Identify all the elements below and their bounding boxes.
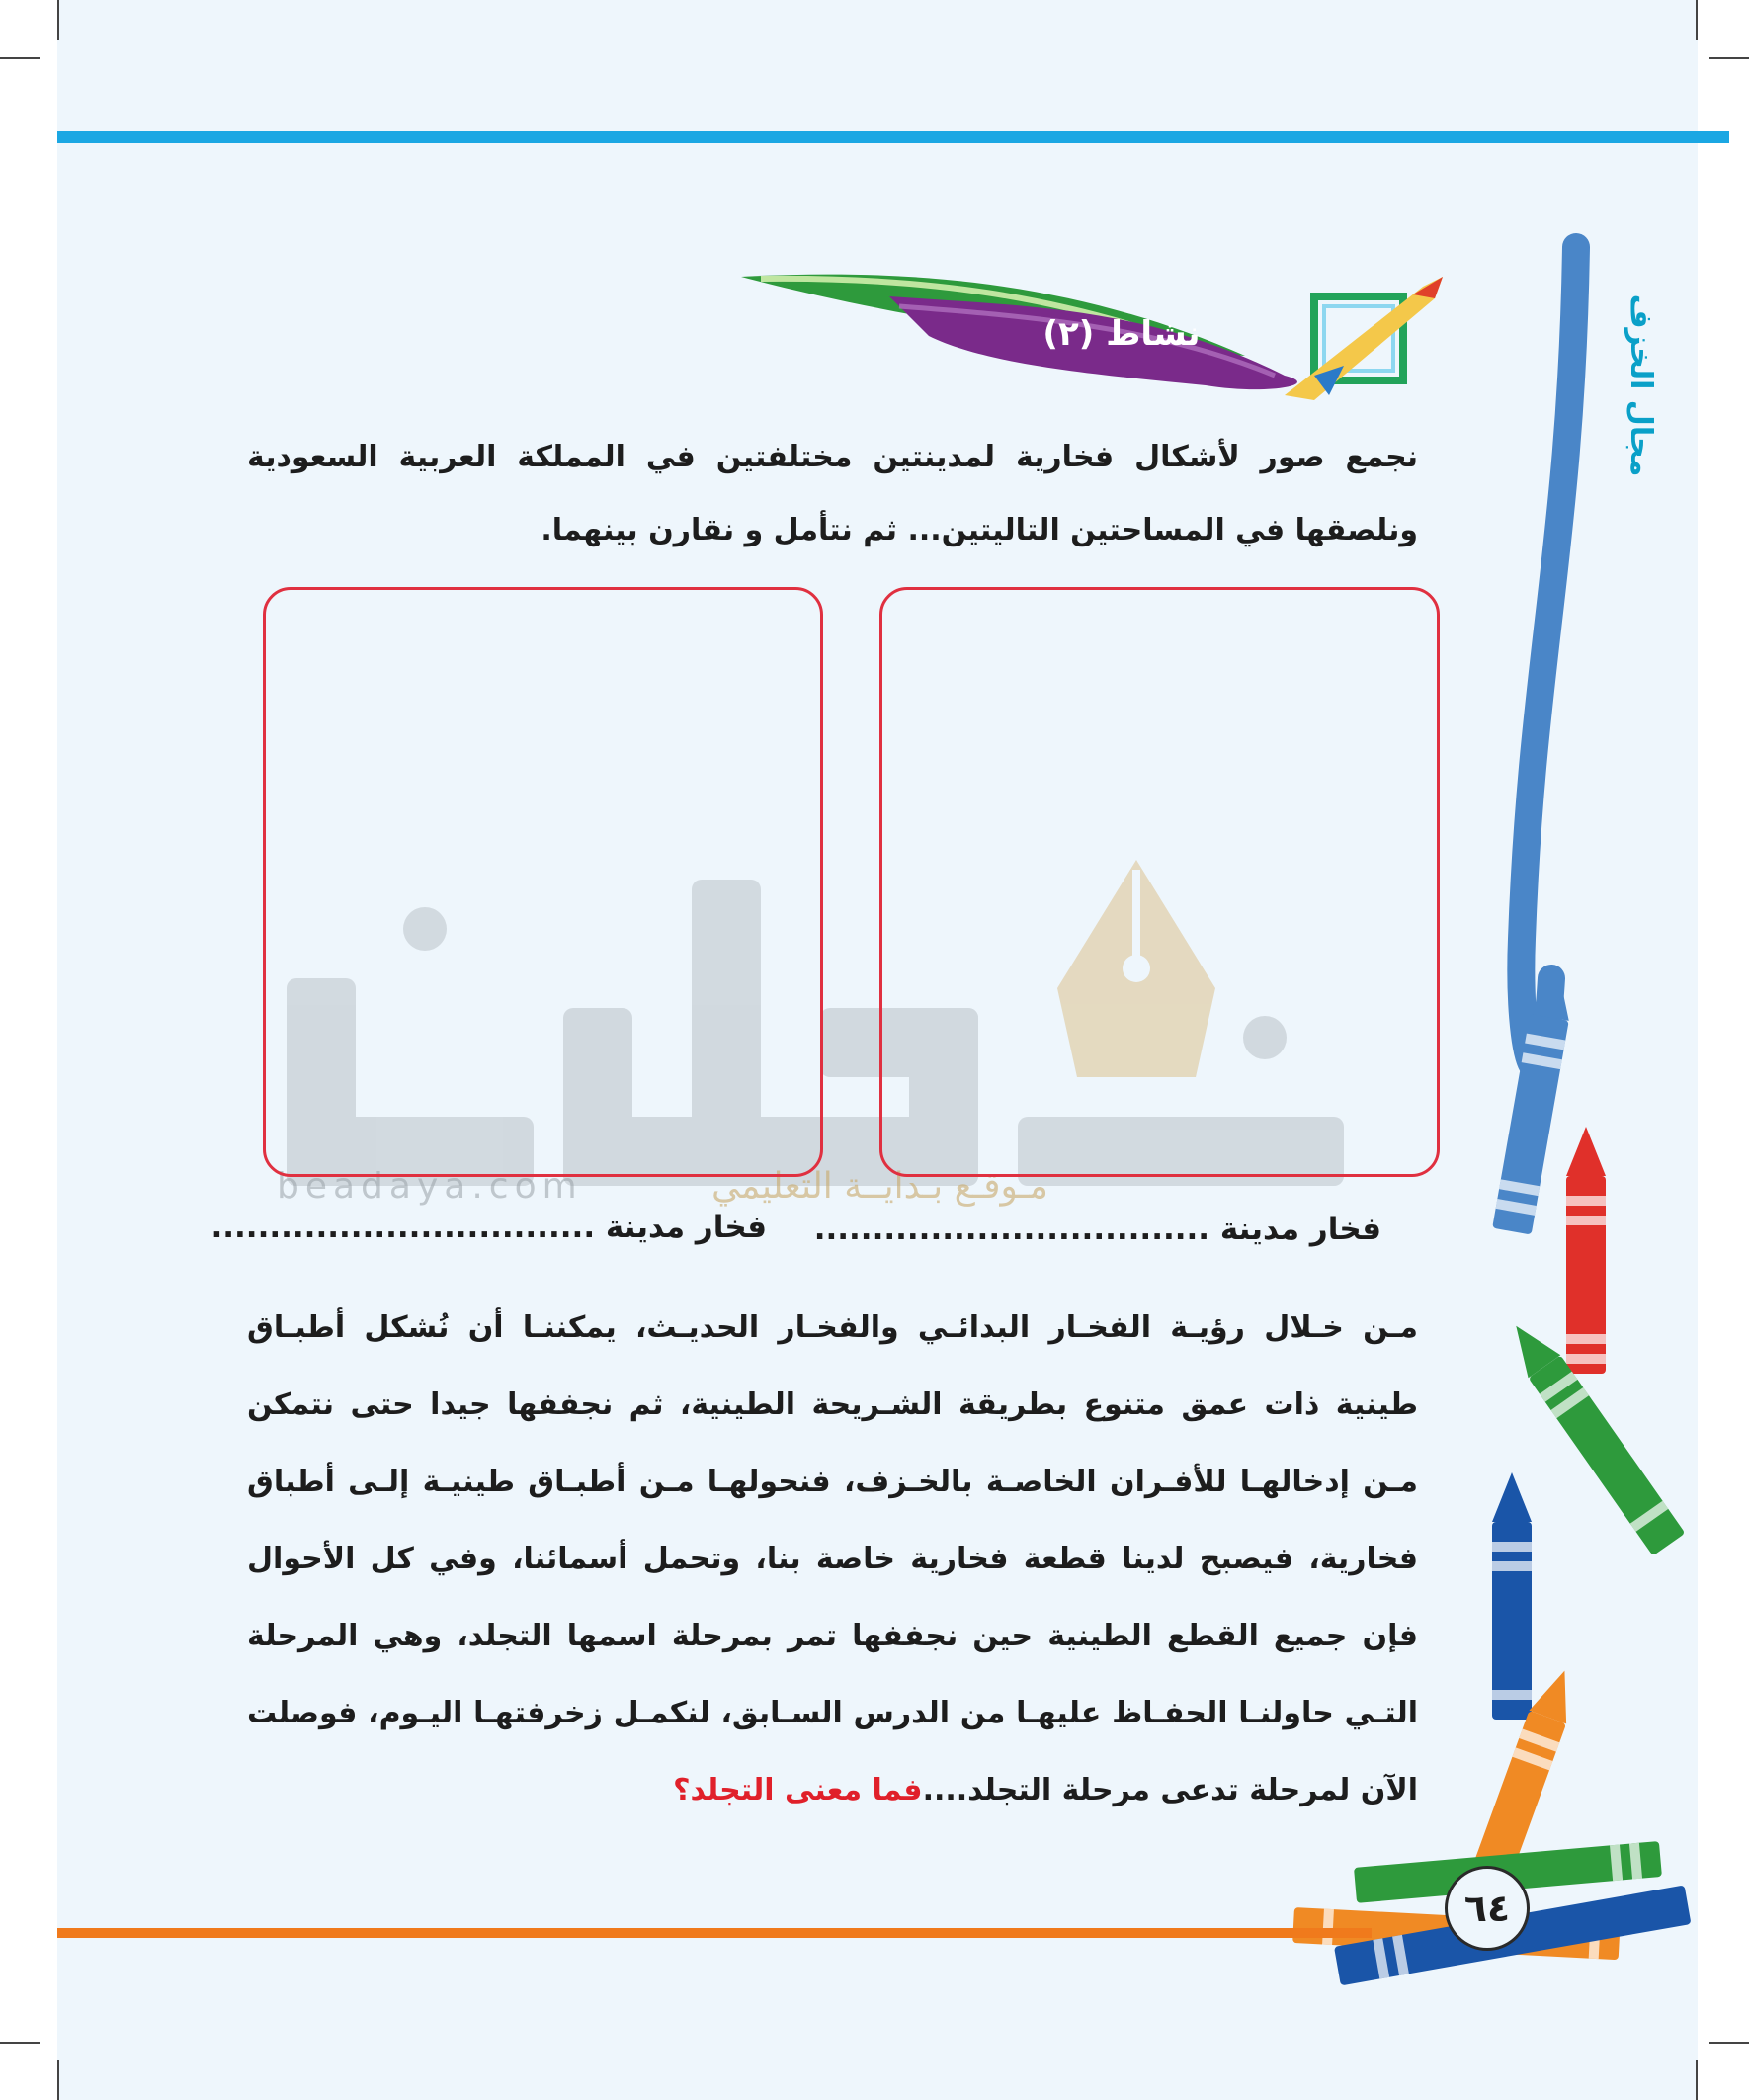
watermark-tagline: مـوقـع بـدايــة التعليمي: [711, 1166, 1048, 1207]
crop-mark: [0, 2042, 40, 2044]
crop-mark: [1696, 2060, 1698, 2100]
page-number: ٦٤: [1445, 1866, 1530, 1951]
caption-left: فخار مدينة .................................: [210, 1210, 767, 1245]
crop-mark: [57, 0, 59, 40]
crop-mark: [0, 57, 40, 59]
section-side-label: مجال الخزف: [1624, 294, 1658, 477]
caption-right: فخار مدينة ..................................: [813, 1212, 1381, 1247]
crayons-decoration: [1482, 247, 1739, 1976]
intro-paragraph: نجمع صور لأشكال فخارية لمدينتين مختلفتين في المملكة العربية السعودية ونلصقها في المساحتين التاليتين... ثم نتأمل و نقارن بينهما.: [247, 440, 1418, 547]
body-paragraph: [247, 1290, 1418, 1829]
crop-mark: [57, 2060, 59, 2100]
top-divider-bar: [57, 131, 1729, 143]
activity-title: نشاط (٢): [1042, 314, 1201, 354]
crop-mark: [1696, 0, 1698, 40]
photo-frame-right[interactable]: [879, 587, 1440, 1177]
body-question: فما معنى التجلد؟: [673, 1773, 923, 1807]
bottom-divider-bar: [57, 1928, 1372, 1938]
watermark-domain: beadaya.com: [277, 1166, 583, 1207]
crop-mark: [1709, 57, 1749, 59]
photo-frame-left[interactable]: [263, 587, 823, 1177]
body-main-text: مـن خـلال رؤيـة الفخـار البدائـي والفخـار الحديـث، يمكننـا أن نُشكل أطبـاق طينية ذات عمق متنوع بطريقة الشـريحة الطينية، ثم نجففها جيدا حتى نتمكن مـن إدخالهـا للأفـران الخاصـة بالخـزف، فنحولهـا مـن أطبـاق طينيـة إلـى أطباق فخارية، فيصبح لدينا قطعة فخارية خاصة بنا، وتحمل أسمائنا، وفي كل الأحوال فإن جميع القطع الطينية حين نجففها تمر بمرحلة اسمها التجلد، وهي المرحلة التـي حاولنـا الحفـاظ عليهـا من الدرس السـابق، لنكمـل زخرفتهـا اليـوم، فوصلت الآن لمرحلة تدعى مرحلة التجلد....: [247, 1310, 1418, 1807]
crop-mark: [1709, 2042, 1749, 2044]
